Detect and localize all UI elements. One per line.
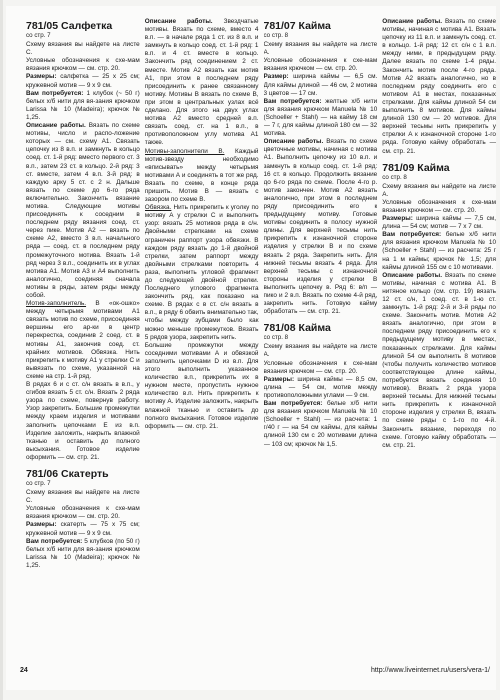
- size-label: Размеры:: [263, 375, 295, 383]
- materials-label: Вам потребуется:: [382, 231, 442, 239]
- description-paragraph: [382, 272, 496, 450]
- section-title: 781/08 Кайма: [263, 322, 331, 335]
- edge-label: Мотив-заполнитель.: [26, 300, 87, 308]
- legend-note: Условные обозначения к схе-мам вязания крючком — см. стр. 20.: [26, 505, 140, 521]
- section-title: 781/09 Кайма: [382, 161, 450, 174]
- size-paragraph: [26, 73, 140, 89]
- footer-url: http://www.liveinternet.ru/users/vera-1/: [370, 667, 490, 674]
- page-reference: со стр. 7: [26, 479, 51, 487]
- magazine-page: [6, 6, 496, 690]
- materials-paragraph: [382, 231, 496, 271]
- size-label: Размеры:: [26, 73, 57, 81]
- text-columns: [26, 18, 496, 663]
- description-text: Вязать по схеме мотивы, начиная с мотива A1. В нитяное кольцо (см. стр. 19) вязать 12 ст. с/н, 1 соед. ст. в 1-ю ст. замкнуть. 1-й ряд: 2-й и 3-й ряды по схеме. Закончить мотив. Мотив A2 вязать аналогично, при этом в последнем ряду присоединить его к предыдущему мотиву в местах, показанных стрелками. Для каймы длиной 54 см выполнить 8 мотивов (чтобы получить количество мотивов соответствующее длине каймы, потребуется вязать соединяя 10 мотивов). Вязать 2 ряда узора верхней тесьмы. Для нижней тесьмы нить прикрепить к изнаночной стороне изделия у стрелки B, вязать по схеме ряды с 1-го по 4-й. Закончить вязание, переходя по схеме. Готовую кайму обработать — см. стр. 21.: [382, 271, 496, 449]
- description-label: Описание работы.: [382, 271, 443, 279]
- materials-text: белые х/б нити для вязания крючком Manuela № 10 (Schoeller + Stahl) — из расчета: 25 г на 1 м каймы; крючок № 1,5; для каймы длиной 155 см с 10 мотивами.: [382, 231, 496, 271]
- page-reference: со стр. 7: [26, 32, 51, 39]
- size-text: скатерть — 75 х 75 см; кружевной мотив — 9 х 9 см.: [26, 521, 140, 537]
- materials-paragraph: [26, 538, 140, 570]
- description-text: Вязать по схеме мотивы, начиная с мотива A1. Вязать цепочку из 11 в.п. и замкнуть соед. ст. в кольцо. 1-й ряд: 12 ст. с/н с 1 в.п. между ними, в предыдущем ряду. Далее вязать по схеме 1-4 ряды. Закончить мотив после 4-го ряда. Мотив A2 вязать аналогично, но в последнем ряду соединить его с мотивом A1 в местах, показанных стрелками. Для каймы длиной 54 см выполнить 8 мотивов. Для каймы длиной 130 см — 20 мотивов. Для верхней тесьмы нить прикрепить у стрелки A к изнаночной стороне 1-го ряда. Готовую кайму обработать — см. стр. 21.: [382, 18, 496, 155]
- scheme-note: Схему вязания вы найдете на листе С.: [26, 41, 140, 57]
- description-paragraph: [264, 138, 378, 316]
- page-reference: со стр. 8: [382, 173, 407, 181]
- page-edge-shadow: [0, 0, 3, 700]
- border-paragraph: [145, 204, 259, 342]
- size-paragraph: [264, 376, 378, 400]
- section-title: 781/07 Кайма: [263, 20, 331, 32]
- description-paragraph: [145, 18, 259, 148]
- description-text: Вязать по схеме цветочные мотивы, начиная с мотива A1. Выполнить цепочку из 10 в.п. и замкнуть в кольцо соед. ст. 1-й ряд: 16 ст. в кольцо. Продолжить вязание до 6-го ряда по схеме. После 4-го р. мотив закончен. Мотив A2 вязать аналогично, при этом в последнем ряду присоединить его к предыдущему мотиву. Готовые мотивы соединить в полосу нужной длины. Для верхней тесьмы нить прикрепить к изнаночной стороне изделия у стрелки В и по схеме вязать 2 ряда. Закрепить нить. Для нижней тесьмы вязать 4 ряда. Для верхней тесьмы с изнаночной стороны изделия у стрелки В выполнить цепочку в. Ряд 6: в/п — пико и 2 в.п. Вязать по схеме 4-й ряд, закрепить нить. Готовую кайму обработать — см. стр. 21.: [263, 138, 378, 316]
- fill-text: Каждый мотив-звезду необходимо «вписывать» между четырьмя мотивами А и соединять в тот же ряд. Вязать по схеме, в конце ряда пришить. Мотив В — вязать с зазором по схеме В.: [144, 147, 259, 204]
- materials-text: 5 клубков (по 50 г) белых х/б нити для вя-зания крючком Larissa № 10 (Madeira); крючок № 1,25.: [26, 537, 140, 569]
- border-label: Обвязка.: [144, 204, 172, 212]
- size-text: ширина каймы — 8,5 см, длина — 54 см, мотив между противоположными углами — 9 см.: [263, 375, 378, 399]
- materials-label: Вам потребуется:: [263, 400, 323, 408]
- materials-label: Вам потребуется:: [26, 537, 83, 545]
- size-text: салфетка — 25 х 25 см; кружевной мотив — 9 х 9 см.: [26, 73, 140, 89]
- description-label: Описание работы.: [382, 18, 443, 25]
- scheme-note: Схему вязания вы найдете на листе А.: [382, 182, 496, 198]
- page-reference: со стр. 8: [263, 32, 289, 39]
- description-paragraph: [382, 18, 496, 156]
- size-label: Размеры:: [382, 215, 413, 223]
- size-label: Размеры:: [26, 521, 57, 529]
- size-paragraph: [382, 215, 496, 231]
- size-paragraph: [264, 73, 378, 97]
- scheme-note: Схему вязания вы найдете на листе А.: [263, 41, 378, 57]
- finish-paragraph: Большие промежутки между соседними мотивами А и обвязкой заполнить цепочками D из в.п. Для этого выполнить указанное количество в.п., прикрепить их в нужном месте, пропустить нужное количество в.п. Нить прикрепить к мотиву А. Изделие заложить, накрыть влажной тканью и оставить до полного высыхания. Готовое изделие оформить — см. стр. 21.: [144, 341, 259, 430]
- edge-text: В «ок-ошко» между четырьмя мотивами A1 связать мотив по схеме, присоединяя вершины его ар-ки в центр перекрестка, соединив 2 соед. ст. в мотивы A1, закончив соед. ст. крайних мотивов. Обвязка. Нить прикрепить к мотиву A1 у стрелки С и вывязать по схеме, указанной на схеме на стр. 1-й ряд.: [26, 300, 140, 380]
- page-reference: со стр. 8: [263, 334, 289, 342]
- edge-paragraph: [26, 300, 140, 381]
- materials-paragraph: [264, 98, 378, 138]
- legend-note: Условные обозначения к схе-мам вязания крючком — см. стр. 20.: [263, 57, 378, 73]
- size-text: ширина каймы — 6,5 см. Для каймы длиной — 46 см, 2 мотива 3 цветов — 17 см.: [263, 73, 378, 97]
- scheme-note: Схему вязания вы найдете на листе А.: [263, 343, 378, 359]
- description-text: Звездчатые мотивы. Вязать по схеме, вместо 4 в.п. — в начале ряда 1 ст. из 8 в.п. и замкнуть в кольцо соед. ст. 1-й ряд: 1 в.п. и 4 ст. вместе в кольцо. Закончить ряд соединением 2 ст. вместе. Мотив A2 вязать как мотив A1, при этом в последнем ряду присоединить к ранее связанному мотиву. Мотивы B вязать по схеме B, при этом в центральных узлах всё сделано. Для этого на двух углах мотива A2 вместо средней в.п. связать соед. ст. на 1 в.п., в противоположном углу мотива A1 также.: [144, 18, 259, 147]
- materials-text: желтые х/б нити для вязания крючком Manuela № 10 (Schoeller + Stahl) — на кайму 18 см — 7 г, для каймы длиной 180 см — 32 мотива.: [263, 97, 378, 138]
- legend-note: Условные обозначения к схе-мам вязания крючком — см. стр. 20.: [26, 57, 140, 73]
- scheme-note: Схему вязания вы найдете на листе С.: [26, 489, 140, 505]
- legend-note: Условные обозначения к схе-мам вязания крючком — см. стр. 20.: [382, 198, 496, 214]
- size-label: Размер:: [263, 73, 289, 81]
- column-3: [264, 18, 378, 663]
- finish-paragraph: В рядах 6 и с ст. с/н вязать в в.п., у сгибов вязать 5 ст. с/н. Вязать 2 ряда узора по схеме, повернув работу. Узор закрепить. Большие промежутки между краем изделия и мотивами заполнить цепочками E из в.п. Изделие заложить, накрыть влажной тканью и оставить до полного высыхания. Готовое изделие оформить — см. стр. 21.: [26, 381, 140, 461]
- description-paragraph: [26, 122, 140, 300]
- section-title: 781/05 Салфетка: [26, 20, 113, 32]
- border-text: Нить прикрепить к уголку по мотиву А у стрелки C и выполнить узор: вязать 25 мотивов ряда в с/н. Двойными стрелками на схеме ограничен раппорт узора обвязки. В каждом ряду вязать до 1-й двойной стрелки, затем раппорт между двойными стрелками повторить 4 раза, выполнить угловой фрагмент до следующей двойной стрелки. Последнего углового фрагмента закончить ряд, как показано на схеме. В рядах с в ст. с/н вязать в в.п., в ряду 6 обвить внимательно так, чтобы между зубцами было как можно меньше промежутков. Вязать 5 рядов узора, закрепить нить.: [144, 204, 259, 341]
- materials-text: белые х/б нити для вязания крючком Manuela № 10 (Schoeller + Stahl) — из расчета: 1 г/40 г — на 54 см каймы, для каймы длиной 130 см с 20 мотивами длина — 103 см; крючок № 1,5.: [263, 400, 378, 448]
- size-text: ширина каймы — 7,5 см, длина — 54 см; мотив — 7 х 7 см.: [382, 215, 496, 231]
- section-title: 781/06 Скатерть: [26, 467, 109, 480]
- page-footer: [20, 666, 490, 676]
- page-number: 24: [20, 667, 28, 674]
- column-1: [26, 18, 140, 663]
- description-label: Описание работы.: [144, 18, 213, 25]
- column-4: [382, 18, 496, 663]
- materials-label: Вам потребуется:: [263, 97, 322, 105]
- fill-label: Мотивы-заполнители В.: [144, 147, 225, 155]
- description-text: Вязать по схеме мотивы, число и распо-ложение которых — см. схему A1. Связать цепочку из 8 в.п. и замкнуть в кольцо соед. ст. 1-й ряд: вместо первого ст. 3 в.п., затем 23 ст. в кольцо. 2-й ряд: 3 ст. вместе, затем 4 в.п. 3-й ряд: в каждую арку 5 ст. с 2 н. Дальше вязать по схеме до 6-го ряда включительно. Закончить вязание мотива. Следующие мотивы присоединять к соседним в последнем ряду вязания соед. ст. через пике. Мотив A2 — вязать по схеме A2, вместо 3 в.п. начального ряда — соед. ст. в последнем ряду промежуточного мотива. Вязать 1-й ряд через 3 в.п., соединить их в углах мотива A1. Мотив A3 и A4 выполнить аналогично, соединяя сначала мотивы в ряды, затем ряды между собой.: [26, 122, 140, 299]
- legend-note: Условные обозначения к схе-мам вязания крючком — см. стр. 20.: [263, 359, 378, 375]
- materials-paragraph: [264, 400, 378, 449]
- materials-paragraph: [26, 90, 140, 122]
- column-2: [145, 18, 259, 663]
- materials-label: Вам потребуется:: [26, 89, 84, 97]
- materials-text: 1 клубок (~ 50 г) белых х/б нити для вя-зания крючком Larissa № 10 (Madeira); крючок № 1,25.: [26, 89, 140, 121]
- size-paragraph: [26, 521, 140, 537]
- description-label: Описание работы.: [26, 122, 86, 130]
- description-label: Описание работы.: [263, 138, 324, 146]
- fill-paragraph: [145, 148, 259, 205]
